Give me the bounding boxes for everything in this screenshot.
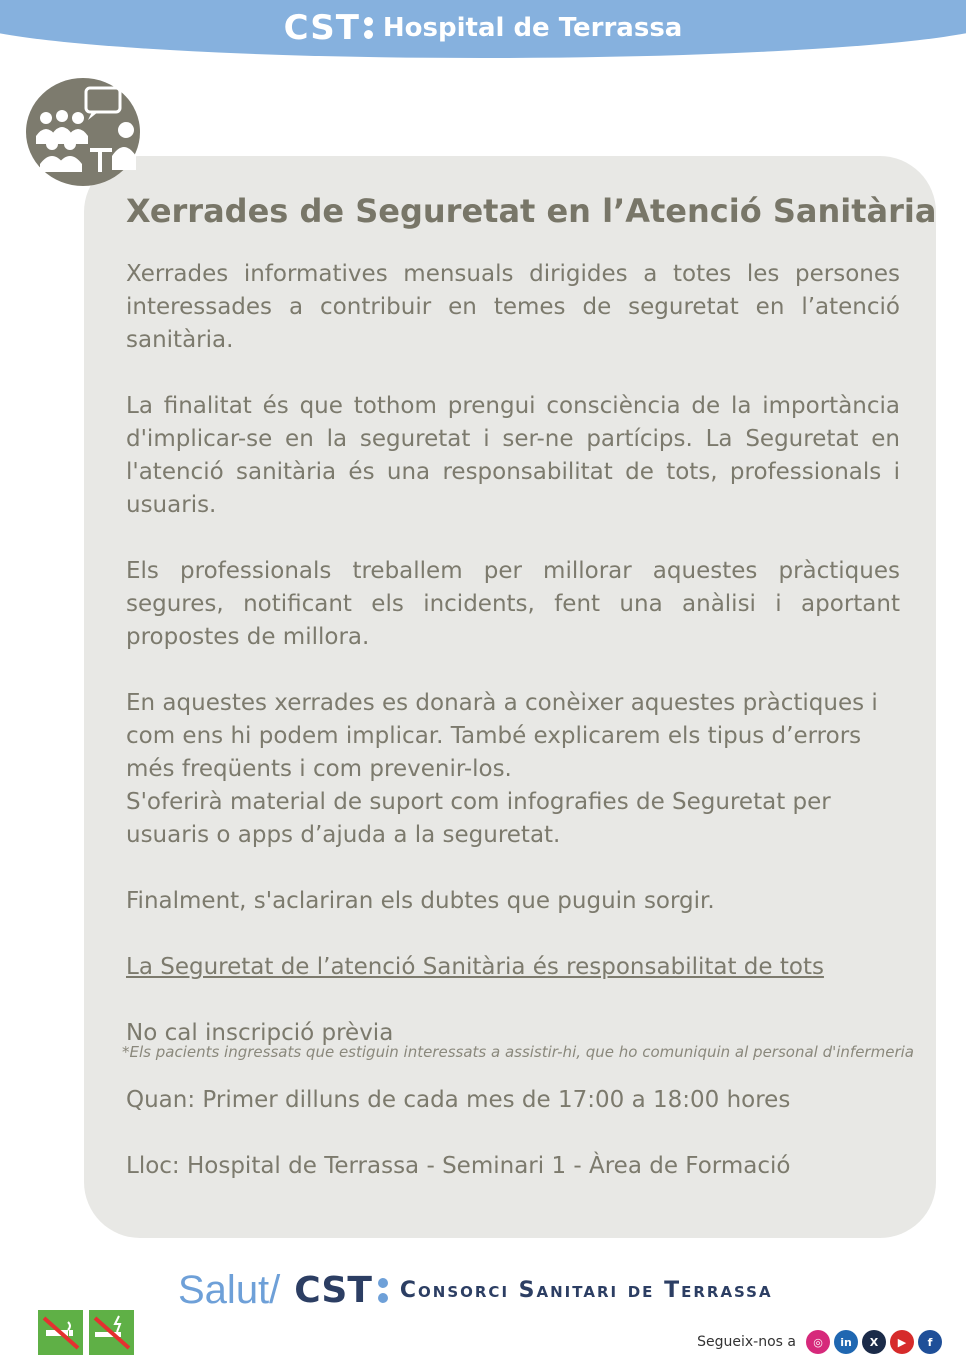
- paragraph-questions: Finalment, s'aclariran els dubtes que puguin sorgir.: [126, 888, 715, 914]
- paragraph-material: S'oferirà material de suport com infografies de Seguretat per usuaris o apps d’ajuda a la seguretat.: [126, 789, 831, 848]
- where-text: Lloc: Hospital de Terrassa - Seminari 1 - Àrea de Formació: [126, 1153, 791, 1179]
- social-links: [697, 1328, 942, 1356]
- x-icon[interactable]: X: [862, 1330, 886, 1354]
- facebook-icon[interactable]: f: [918, 1330, 942, 1354]
- paragraph-purpose: La finalitat és que tothom prengui consciència de la importància d'implicar-se en la seguretat i ser-ne partícips. La Seguretat en l'atenció sanitària és una responsabilitat de tots, professionals i usuaris.: [126, 393, 900, 518]
- logo-hospital-name: Hospital de Terrassa: [382, 13, 683, 43]
- audience-talk-icon: [26, 78, 140, 186]
- card-body: [122, 258, 914, 1216]
- youtube-icon[interactable]: ▶: [890, 1330, 914, 1354]
- no-vaping-icon: [89, 1310, 134, 1355]
- paragraph-professionals: Els professionals treballem per millorar aquestes pràctiques segures, notificant els incidents, fent una anàlisi i aportant propostes de millora.: [126, 558, 900, 650]
- registration-text: No cal inscripció prèvia: [126, 1020, 394, 1046]
- hospital-logo: [0, 8, 966, 48]
- linkedin-icon[interactable]: in: [834, 1330, 858, 1354]
- consorci-logo: [178, 1268, 773, 1318]
- follow-label: Segueix-nos a: [697, 1334, 796, 1350]
- no-smoking-icon: [38, 1310, 83, 1355]
- paragraph-intro: Xerrades informatives mensuals dirigides a totes les persones interessades a contribuir en temes de seguretat en l’atenció sanitària.: [126, 261, 900, 353]
- slogan: La Seguretat de l’atenció Sanitària és responsabilitat de tots: [126, 954, 824, 980]
- consorci-name: Consorci Sanitari de Terrassa: [399, 1278, 773, 1303]
- paragraph-content: En aquestes xerrades es donarà a conèixer aquestes pràctiques i com ens hi podem implicar. També explicarem els tipus d’errors més freqüents i com prevenir-los.: [126, 690, 878, 782]
- footer-cst: CST: [294, 1270, 372, 1311]
- logo-cst: CST: [283, 8, 360, 48]
- registration-note: *Els pacients ingressats que estiguin interessats a assistir-hi, que ho comuniquin al personal d'infermeria: [122, 1043, 914, 1061]
- instagram-icon[interactable]: ◎: [806, 1330, 830, 1354]
- when-text: Quan: Primer dilluns de cada mes de 17:00 a 18:00 hores: [126, 1087, 791, 1113]
- card-title: Xerrades de Seguretat en l’Atenció Sanitària: [126, 192, 937, 230]
- salut-label: Salut/: [178, 1268, 281, 1312]
- footer-logo-dots: [378, 1273, 388, 1308]
- logo-dots: [364, 13, 373, 43]
